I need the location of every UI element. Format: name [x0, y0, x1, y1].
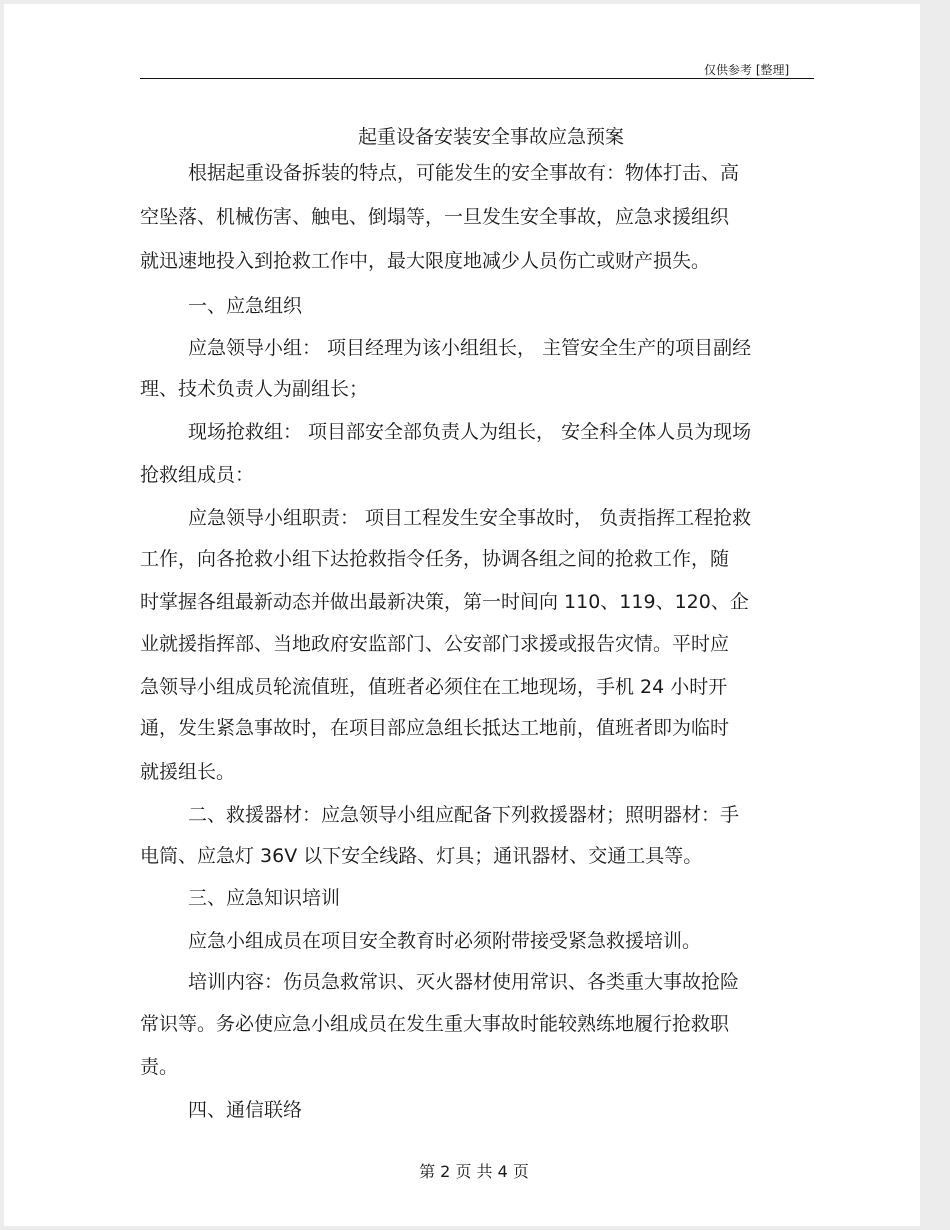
document-page	[4, 4, 920, 1226]
section-heading: 三、应急知识培训	[188, 887, 341, 909]
paragraph-line: 就援组长。	[140, 761, 236, 783]
document-title: 起重设备安装安全事故应急预案	[357, 126, 624, 148]
paragraph-line: 业就援指挥部、当地政府安监部门、公安部门求援或报告灾情。平时应	[140, 633, 730, 655]
paragraph-line: 通，发生紧急事故时，在项目部应急组长抵达工地前，值班者即为临时	[140, 717, 730, 739]
section-heading: 四、通信联络	[188, 1099, 303, 1121]
paragraph-line: 空坠落、机械伤害、触电、倒塌等，一旦发生安全事故，应急求援组织	[140, 206, 730, 228]
paragraph-line: 现场抢救组： 项目部安全部负责人为组长， 安全科全体人员为现场	[188, 421, 752, 443]
paragraph-line: 就迅速地投入到抢救工作中，最大限度地减少人员伤亡或财产损失。	[140, 250, 711, 272]
page-footer: 第 2 页 共 4 页	[419, 1162, 529, 1181]
section-heading: 一、应急组织	[188, 295, 303, 317]
header-note: 仅供参考 [整理]	[704, 63, 790, 77]
paragraph-line: 责。	[140, 1056, 179, 1078]
paragraph-line: 应急领导小组： 项目经理为该小组组长， 主管安全生产的项目副经	[188, 337, 752, 359]
paragraph-line: 常识等。务必使应急小组成员在发生重大事故时能较熟练地履行抢救职	[140, 1013, 730, 1035]
paragraph-line: 应急领导小组职责： 项目工程发生安全事故时， 负责指挥工程抢救	[188, 507, 752, 529]
paragraph-line: 理、技术负责人为副组长；	[140, 378, 369, 400]
header-rule	[140, 78, 814, 79]
paragraph-line: 抢救组成员：	[140, 464, 255, 486]
paragraph-line: 工作，向各抢救小组下达抢救指令任务，协调各组之间的抢救工作，随	[140, 548, 730, 570]
paragraph-line: 根据起重设备拆装的特点，可能发生的安全事故有：物体打击、高	[188, 162, 740, 184]
paragraph-line: 急领导小组成员轮流值班，值班者必须住在工地现场，手机 24 小时开	[140, 676, 728, 698]
paragraph-line: 培训内容：伤员急救常识、灭火器材使用常识、各类重大事故抢险	[188, 971, 740, 993]
paragraph-line: 时掌握各组最新动态并做出最新决策，第一时间向 110、119、120、企	[140, 591, 749, 613]
paragraph-line: 电筒、应急灯 36V 以下安全线路、灯具；通讯器材、交通工具等。	[140, 845, 703, 867]
paragraph-line: 二、救援器材：应急领导小组应配备下列救援器材；照明器材：手	[188, 804, 740, 826]
paragraph-line: 应急小组成员在项目安全教育时必须附带接受紧急救援培训。	[188, 930, 702, 952]
